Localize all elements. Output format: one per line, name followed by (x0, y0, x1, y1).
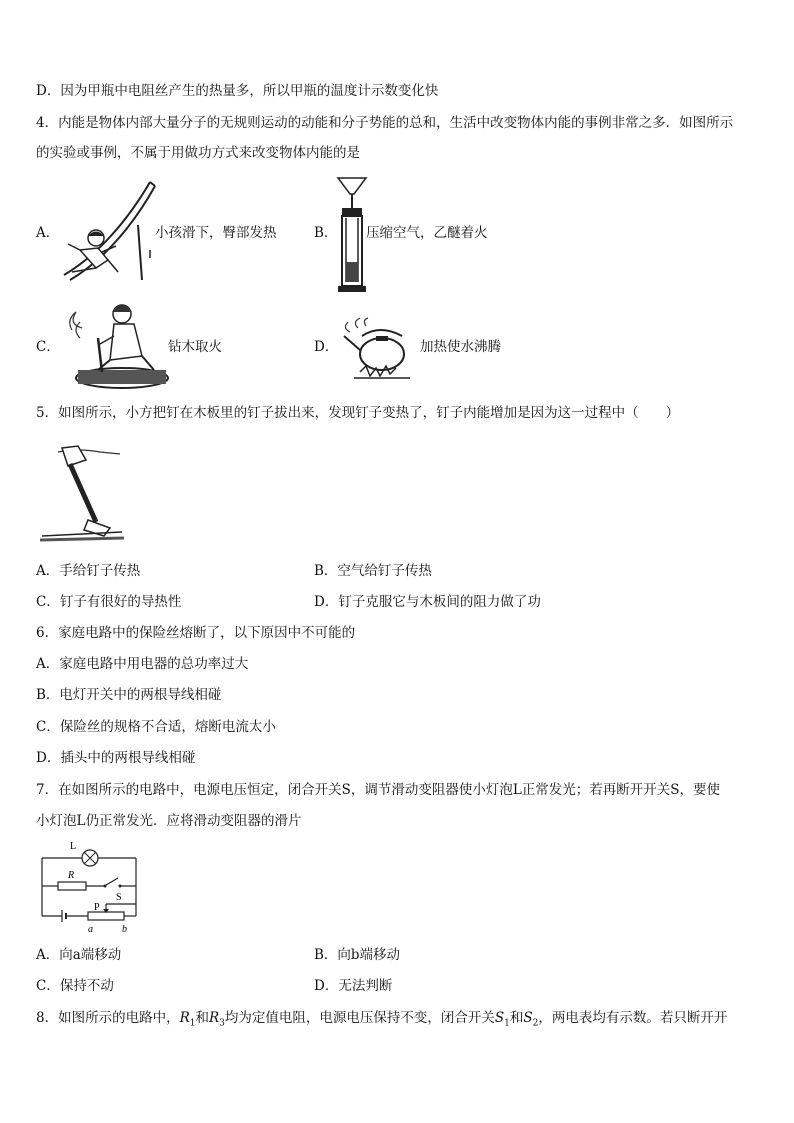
q5-option-d: D．钉子克服它与木板间的阻力做了功 (314, 594, 541, 610)
switch-label: S (116, 892, 122, 903)
q7-circuit-diagram (36, 838, 146, 936)
resistor-label: R (68, 870, 75, 881)
q6-option-a: A．家庭电路中用电器的总功率过大 (36, 656, 249, 672)
q4-stem-line2: 的实验或事例，不属于用做功方式来改变物体内能的是 (36, 145, 360, 161)
q3-option-d: D．因为甲瓶中电阻丝产生的热量多，所以甲瓶的温度计示数变化快 (36, 83, 439, 99)
q7-stem-line2: 小灯泡L仍正常发光．应将滑动变阻器的滑片 (36, 813, 302, 829)
slider-label: P (94, 902, 100, 913)
q7-option-d: D．无法判断 (314, 978, 393, 994)
boiling-kettle-figure (340, 314, 418, 386)
end-b-label: b (122, 924, 127, 935)
q6-option-d: D．插头中的两根导线相碰 (36, 750, 196, 766)
q5-option-a: A．手给钉子传热 (36, 563, 141, 579)
q4-stem-line1: 4．内能是物体内部大量分子的无规则运动的动能和分子势能的总和，生活中改变物体内能的事例非常之多．如图所示 (36, 115, 734, 131)
q4-option-d-letter: D． (314, 339, 339, 355)
q6-option-b: B．电灯开关中的两根导线相碰 (36, 687, 222, 703)
q5-stem: 5．如图所示，小方把钉在木板里的钉子拔出来，发现钉子变热了，钉子内能增加是因为这一过程中（ ） (36, 405, 680, 421)
lamp-label: L (70, 841, 77, 852)
q5-option-b: B．空气给钉子传热 (314, 563, 432, 579)
q4-option-b-caption: 压缩空气，乙醚着火 (366, 225, 488, 241)
pulling-nail-figure (38, 444, 124, 544)
switch-symbol (106, 878, 118, 885)
q5-option-c: C．钉子有很好的导热性 (36, 594, 182, 610)
rheostat-symbol (88, 912, 124, 920)
q4-option-c-caption: 钻木取火 (168, 339, 222, 355)
q8-stem: 8．如图所示的电路中，$R_1$和$R_3$均为定值电阻，电源电压保持不变，闭合开关$S_1$和$S_2$，两电表均有示数。若只断开开 (36, 1010, 728, 1029)
q6-option-c: C．保险丝的规格不合适，熔断电流太小 (36, 719, 276, 735)
q7-option-a: A．向a端移动 (36, 947, 122, 963)
resistor-symbol (58, 882, 86, 890)
q4-option-d-caption: 加热使水沸腾 (420, 339, 501, 355)
end-a-label: a (88, 924, 93, 935)
q4-option-b-letter: B． (314, 225, 338, 241)
q7-stem-line1: 7．在如图所示的电路中，电源电压恒定，闭合开关S，调节滑动变阻器使小灯泡L正常发光；若再断开开关S，要使 (36, 782, 721, 798)
drilling-wood-fire-figure (62, 300, 172, 392)
q7-option-c: C．保持不动 (36, 978, 114, 994)
q4-option-a-caption: 小孩滑下，臀部发热 (155, 225, 277, 241)
q6-stem: 6．家庭电路中的保险丝熔断了，以下原因中不可能的 (36, 625, 356, 641)
q4-option-c-letter: C． (36, 339, 60, 355)
slide-child-figure (58, 180, 158, 290)
q4-option-a-letter: A． (36, 225, 60, 241)
q7-option-b: B．向b端移动 (314, 947, 401, 963)
